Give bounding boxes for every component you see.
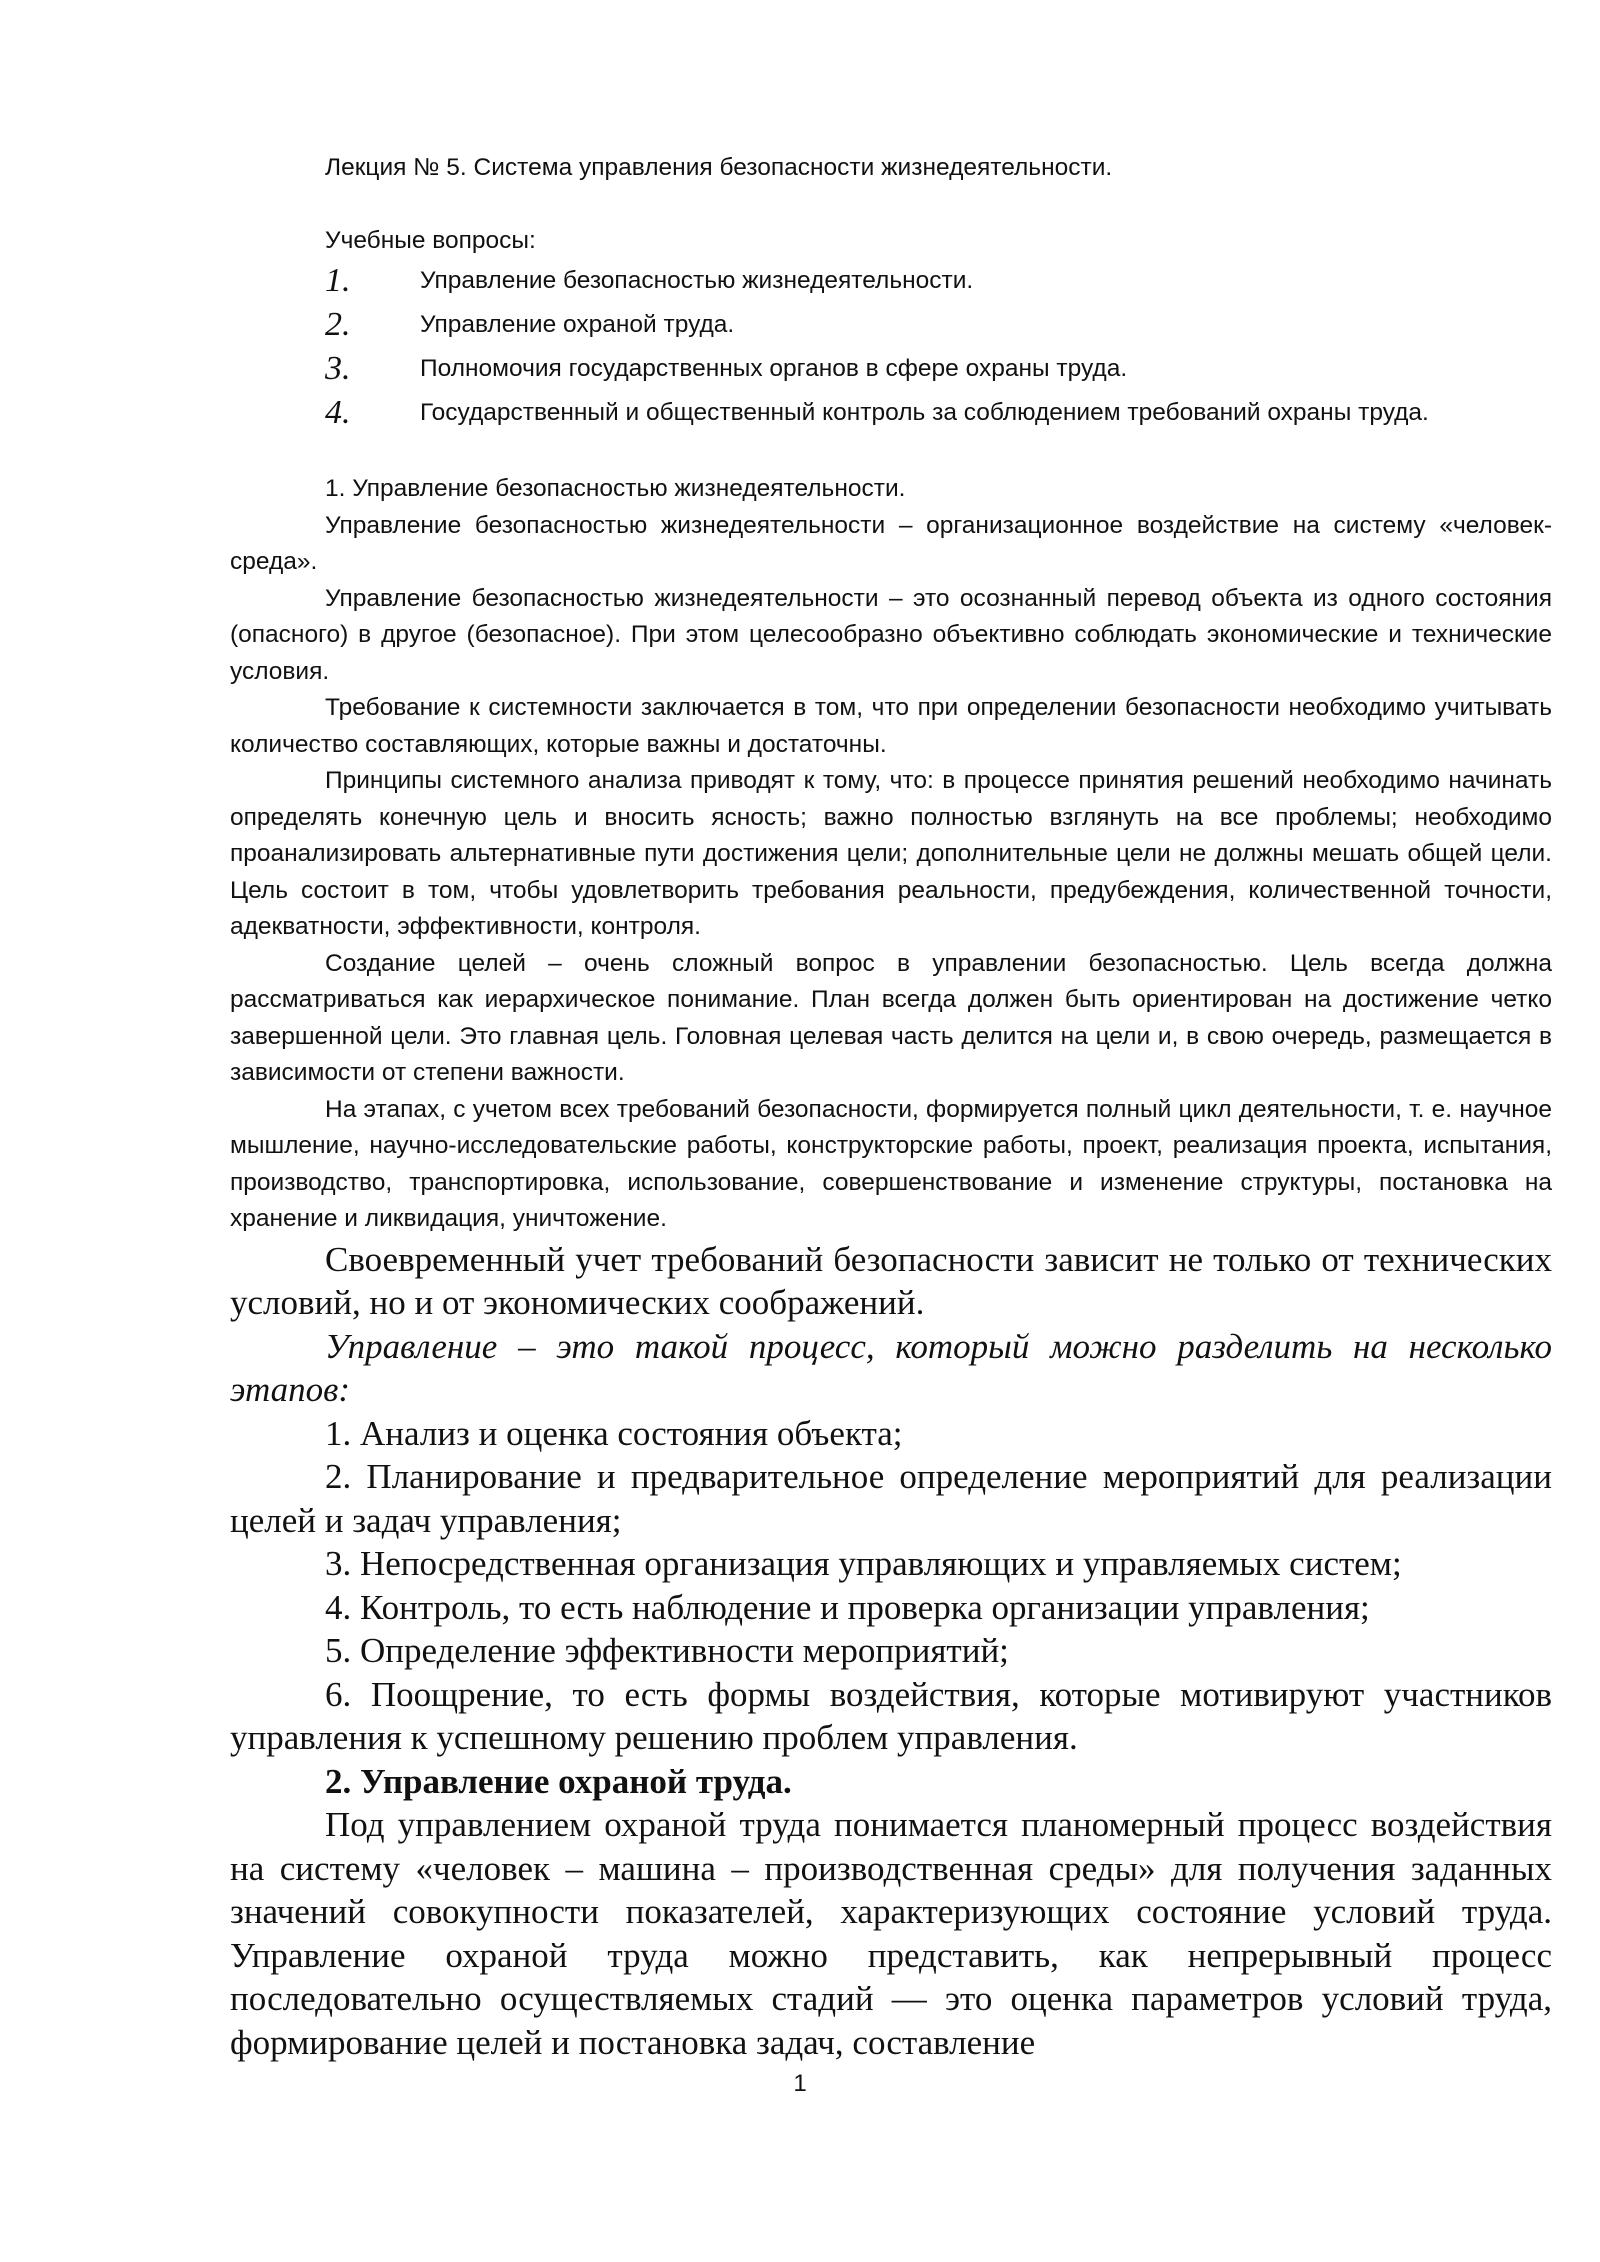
- question-item: [230, 391, 1552, 435]
- body-paragraph: На этапах, с учетом всех требований безопасности, формируется полный цикл деятельности, т. е. научное мышление, научно-исследовательские работы, конструкторские работы, проект, реализация проекта, испытания, производство, транспортировка, использование, совершенствование и изменение структуры, постановка на хранение и ликвидация, уничтожение.: [230, 1095, 1552, 1232]
- body-paragraph: Управление безопасностью жизнедеятельности – это осознанный перевод объекта из одного состояния (опасного) в другое (безопасное). При этом целесообразно объективно соблюдать экономические и технические условия.: [230, 584, 1552, 685]
- question-number: 4.: [325, 394, 351, 431]
- section1-heading: 1. Управление безопасностью жизнедеятельности.: [325, 475, 906, 502]
- body-paragraph: Создание целей – очень сложный вопрос в управлении безопасностью. Цель всегда должна рассматриваться как иерархическое понимание. План всегда должен быть ориентирован на достижение четко завершенной цели. Это главная цель. Головная целевая часть делится на цели и, в свою очередь, размещается в зависимости от степени важности.: [230, 949, 1552, 1086]
- question-text: Полномочия государственных органов в сфере охраны труда.: [420, 355, 1128, 382]
- stage-item: 6. Поощрение, то есть формы воздействия, которые мотивируют участников управления к успешному решению проблем управления.: [230, 1674, 1552, 1757]
- body-paragraph: Принципы системного анализа приводят к тому, что: в процессе принятия решений необходимо начинать определять конечную цель и вносить ясность; важно полностью взглянуть на все проблемы; необходимо проанализировать альтернативные пути достижения цели; дополнительные цели не должны мешать общей цели. Цель состоит в том, чтобы удовлетворить требования реальности, предубеждения, количественной точности, адекватности, эффективности, контроля.: [230, 767, 1552, 940]
- body-paragraph: Управление безопасностью жизнедеятельности – организационное воздействие на систему «человек-среда».: [230, 511, 1552, 575]
- page-content: [230, 150, 1552, 2064]
- body-paragraph: Требование к системности заключается в том, что при определении безопасности необходимо учитывать количество составляющих, которые важны и достаточны.: [230, 694, 1552, 758]
- questions-heading: Учебные вопросы:: [325, 226, 536, 254]
- question-item: [230, 347, 1552, 391]
- page-number: 1: [793, 2070, 807, 2097]
- question-text: Управление безопасностью жизнедеятельности.: [420, 267, 974, 294]
- questions-list: [230, 259, 1552, 435]
- question-text: Управление охраной труда.: [420, 311, 735, 338]
- lecture-title: Лекция № 5. Система управления безопасности жизнедеятельности.: [325, 154, 1113, 181]
- italic-paragraph: Управление – это такой процесс, который можно разделить на несколько этапов:: [230, 1326, 1552, 1409]
- question-item: [230, 259, 1552, 303]
- question-number: 1.: [325, 262, 351, 299]
- stage-item: 5. Определение эффективности мероприятий;: [325, 1631, 1009, 1670]
- body-paragraph: Под управлением охраной труда понимается планомерный процесс воздействия на систему «человек – машина – производственная среды» для получения заданных значений совокупности показателей, характеризующих состояние условий труда. Управление охраной труда можно представить, как непрерывный процесс последовательно осуществляемых стадий — это оценка параметров условий труда, формирование целей и постановка задач, составление: [230, 1805, 1552, 2062]
- stage-item: 1. Анализ и оценка состояния объекта;: [325, 1413, 903, 1453]
- section2-heading: 2. Управление охраной труда.: [325, 1761, 792, 1801]
- stage-item: 2. Планирование и предварительное определение мероприятий для реализации целей и задач управления;: [230, 1457, 1552, 1540]
- question-text: Государственный и общественный контроль за соблюдением требований охраны труда.: [420, 399, 1429, 426]
- stage-item: 3. Непосредственная организация управляющих и управляемых систем;: [325, 1544, 1402, 1583]
- question-number: 3.: [325, 350, 351, 387]
- stage-item: 4. Контроль, то есть наблюдение и проверка организации управления;: [325, 1587, 1370, 1627]
- question-number: 2.: [325, 306, 351, 343]
- body-paragraph: Своевременный учет требований безопасности зависит не только от технических условий, но и от экономических соображений.: [230, 1239, 1552, 1322]
- question-item: [230, 303, 1552, 347]
